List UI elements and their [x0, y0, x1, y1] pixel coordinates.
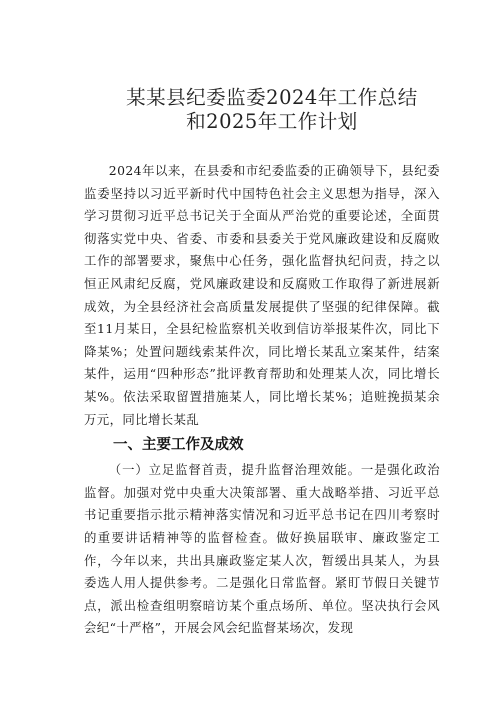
section-heading-main-work: 一、主要工作及成效	[113, 437, 244, 454]
intro-paragraph: 2024年以来，在县委和市纪委监委的正确领导下，县纪委监委坚持以习近平新时代中国特色社会主义思想为指导，深入学习贯彻习近平总书记关于全面从严治党的重要论述，全面贯彻落实党中央、省委、市委和县委关于党风廉政建设和反腐败工作的部署要求，聚焦中心任务，强化监督执纪问责，持之以恒正风肃纪反腐，党风廉政建设和反腐败工作取得了新进展新成效，为全县经济社会高质量发展提供了坚强的纪律保障。截至11月某日，全县纪检监察机关收到信访举报某件次，同比下降某%；处置问题线索某件次，同比增长某乱立案某件，结案某件，运用“四种形态”批评教育帮助和处理某人次，同比增长某%。依法采取留置措施某人，同比增长某%；追赃挽损某余万元，同比增长某乱	[84, 163, 440, 427]
title-line-2: 和2025年工作计划	[186, 110, 358, 133]
document-title	[84, 86, 460, 134]
title-line-1: 某某县纪委监委2024年工作总结	[126, 86, 418, 109]
section1-paragraph: （一）立足监督首责，提升监督治理效能。一是强化政治监督。加强对党中央重大决策部署、重大战略举措、习近平总书记重要指示批示精神落实情况和习近平总书记在四川考察时的重要讲话精神等的监督检查。做好换届联审、廉政鉴定工作，今年以来，共出具廉政鉴定某人次，暂缓出具某人，为县委选人用人提供参考。二是强化日常监督。紧盯节假日关键节点，派出检查组明察暗访某个重点场所、单位。坚决执行会风会纪“十严格”，开展会风会纪监督某场次，发现	[84, 462, 440, 636]
